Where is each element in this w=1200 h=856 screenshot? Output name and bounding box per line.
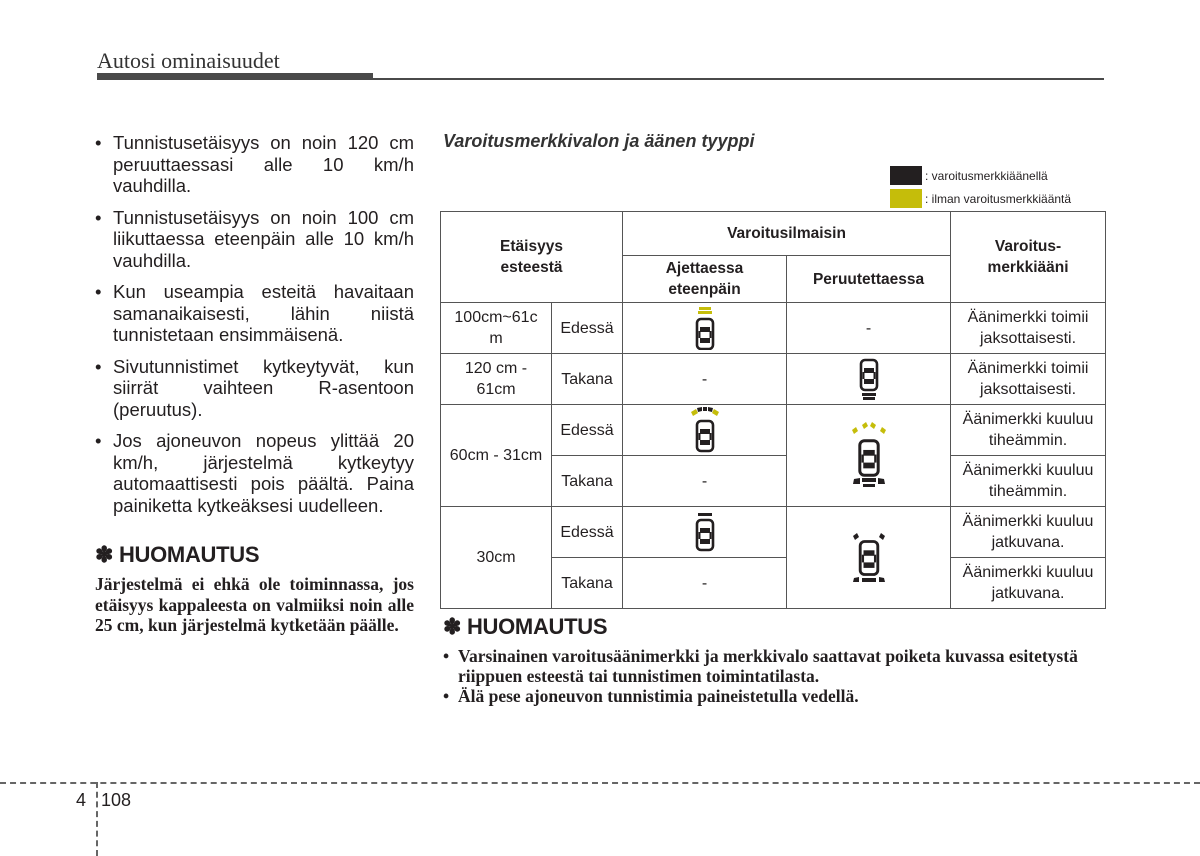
cell-position: Takana	[552, 558, 623, 609]
legend	[890, 165, 1071, 211]
list-item: • Älä pese ajoneuvon tunnistimia paineistetulla vedellä.	[443, 686, 859, 706]
footer-rule	[0, 782, 1200, 784]
header-rule-thick	[97, 73, 373, 80]
legend-item	[890, 165, 1071, 186]
list-item: • Tunnistusetäisyys on noin 100 cm liikuttaessa eteenpäin alle 10 km/h vauhdilla.	[95, 206, 414, 271]
note-list	[441, 646, 1105, 706]
cell-reverse-lamp: -	[787, 303, 951, 354]
cell-sound: Äänimerkki kuuluu jatkuvana.	[951, 558, 1106, 609]
header-sound: Varoitus- merkkiääni	[951, 212, 1106, 303]
legend-swatch-black	[890, 166, 922, 185]
legend-item	[890, 188, 1071, 209]
note-text: Järjestelmä ei ehkä ole toiminnassa, jos etäisyys kappaleesta on valmiiksi noin alle 25 cm, kun järjestelmä kytketään päälle.	[95, 574, 414, 635]
header-rule-thin	[373, 78, 1104, 80]
car-rear-warning-icon	[854, 357, 884, 401]
header-lamp: Varoitusilmaisin	[623, 212, 951, 256]
list-item: • Sivutunnistimet kytkeytyvät, kun siirrät vaihteen R-asentoon (peruutus).	[95, 355, 414, 420]
cell-position: Edessä	[552, 303, 623, 354]
list-item: • Varsinainen varoitusäänimerkki ja merkkivalo saattavat poiketa kuvassa esitetystä riippuen esteestä tai tunnistimen toimintatilasta.	[443, 646, 1078, 686]
table-row	[441, 405, 1106, 456]
cell-position: Edessä	[552, 507, 623, 558]
cell-forward-lamp	[623, 303, 787, 354]
list-item: • Kun useampia esteitä havaitaan samanaikaisesti, lähin niistä tunnistetaan ensimmäisenä.	[95, 281, 414, 345]
cell-forward-lamp	[623, 405, 787, 456]
cell-sound: Äänimerkki kuuluu tiheämmin.	[951, 405, 1106, 456]
car-rear-continuous-icon	[849, 528, 889, 588]
legend-label: : varoitusmerkkiäänellä	[925, 168, 1048, 183]
legend-label: : ilman varoitusmerkkiääntä	[925, 191, 1072, 206]
car-front-corner-warning-icon	[687, 407, 723, 453]
cell-forward-lamp	[623, 507, 787, 558]
note-heading-right: ✽ HUOMAUTUS	[443, 614, 608, 639]
cell-forward-lamp: -	[623, 558, 787, 609]
left-column	[93, 132, 414, 636]
cell-reverse-lamp	[787, 507, 951, 609]
cell-distance: 60cm - 31cm	[441, 405, 552, 507]
cell-reverse-lamp	[787, 405, 951, 507]
footer-vertical-rule	[96, 782, 98, 856]
cell-forward-lamp: -	[623, 354, 787, 405]
list-item: • Jos ajoneuvon nopeus ylittää 20 km/h, järjestelmä kytkeytyy automaattisesti pois päältä. Paina painiketta kytkeäksesi uudelleen.	[95, 430, 414, 516]
note-heading: ✽ HUOMAUTUS	[95, 542, 260, 567]
header-distance: Etäisyys esteestä	[441, 212, 623, 303]
cell-position: Edessä	[552, 405, 623, 456]
chapter-number: 4	[76, 790, 87, 810]
table-row	[441, 303, 1106, 354]
car-front-warning-icon	[690, 306, 720, 350]
cell-reverse-lamp	[787, 354, 951, 405]
cell-distance: 120 cm - 61cm	[441, 354, 552, 405]
table-row	[441, 354, 1106, 405]
car-side-rear-warning-icon	[849, 422, 889, 490]
cell-position: Takana	[552, 354, 623, 405]
page-number: 108	[101, 790, 132, 810]
sensor-table	[440, 211, 1106, 609]
cell-sound: Äänimerkki kuuluu tiheämmin.	[951, 456, 1106, 507]
table-row	[441, 507, 1106, 558]
running-header: Autosi ominaisuudet	[97, 48, 280, 73]
bullet-list	[93, 132, 414, 516]
section-title: Varoitusmerkkivalon ja äänen tyyppi	[443, 131, 755, 151]
list-item: • Tunnistusetäisyys on noin 120 cm peruuttaessasi alle 10 km/h vauhdilla.	[95, 132, 414, 196]
cell-distance: 30cm	[441, 507, 552, 609]
cell-sound: Äänimerkki kuuluu jatkuvana.	[951, 507, 1106, 558]
header-forward: Ajettaessa eteenpäin	[623, 256, 787, 303]
cell-position: Takana	[552, 456, 623, 507]
cell-forward-lamp: -	[623, 456, 787, 507]
legend-swatch-yellow	[890, 189, 922, 208]
header-reverse: Peruutettaessa	[787, 256, 951, 303]
cell-sound: Äänimerkki toimii jaksottaisesti.	[951, 303, 1106, 354]
cell-sound: Äänimerkki toimii jaksottaisesti.	[951, 354, 1106, 405]
car-front-continuous-icon	[690, 510, 720, 554]
cell-distance: 100cm~61c m	[441, 303, 552, 354]
